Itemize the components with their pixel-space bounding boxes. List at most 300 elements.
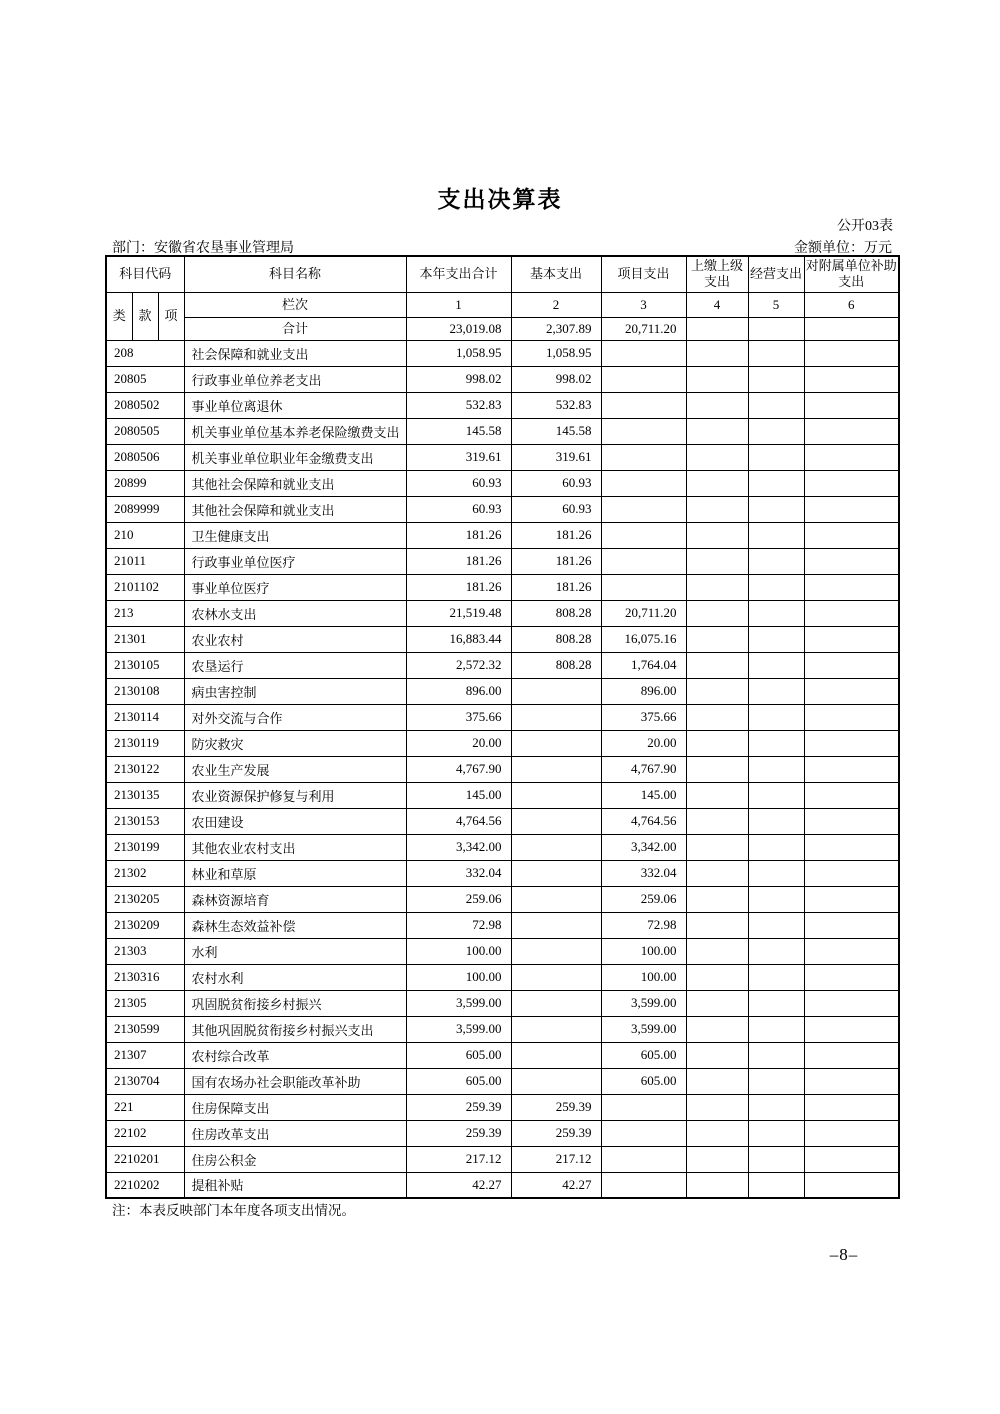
basic-expense-cell: 181.26 — [511, 548, 601, 574]
subject-name-cell: 其他社会保障和就业支出 — [184, 496, 406, 522]
table-row — [106, 496, 899, 522]
project-expense-cell: 145.00 — [601, 782, 686, 808]
subject-name-cell: 机关事业单位职业年金缴费支出 — [184, 444, 406, 470]
affiliated-subsidy-cell — [804, 1120, 899, 1146]
basic-expense-cell: 60.93 — [511, 496, 601, 522]
total-expense-cell: 259.39 — [406, 1120, 511, 1146]
subject-code-cell: 2130122 — [106, 756, 184, 782]
subject-code-cell: 2080506 — [106, 444, 184, 470]
basic-expense-cell: 42.27 — [511, 1172, 601, 1198]
total-expense-cell: 259.06 — [406, 886, 511, 912]
operating-expense-cell — [748, 392, 804, 418]
table-row — [106, 912, 899, 938]
project-expense-cell — [601, 496, 686, 522]
table-row — [106, 418, 899, 444]
grand-total-affiliated-cell — [804, 317, 899, 340]
subject-name-cell: 机关事业单位基本养老保险缴费支出 — [184, 418, 406, 444]
basic-expense-cell: 217.12 — [511, 1146, 601, 1172]
project-expense-cell — [601, 444, 686, 470]
col-header-affiliated-subsidy: 对附属单位补助支出 — [804, 256, 899, 292]
subject-name-cell: 农业生产发展 — [184, 756, 406, 782]
table-row — [106, 678, 899, 704]
superior-expense-cell — [686, 652, 748, 678]
table-row — [106, 886, 899, 912]
subject-code-cell: 2210202 — [106, 1172, 184, 1198]
column-index-row — [106, 292, 899, 317]
subject-code-cell: 21301 — [106, 626, 184, 652]
total-expense-cell: 60.93 — [406, 496, 511, 522]
basic-expense-cell: 808.28 — [511, 652, 601, 678]
superior-expense-cell — [686, 340, 748, 366]
project-expense-cell: 72.98 — [601, 912, 686, 938]
subject-code-cell: 208 — [106, 340, 184, 366]
operating-expense-cell — [748, 756, 804, 782]
total-expense-cell: 998.02 — [406, 366, 511, 392]
total-expense-cell: 181.26 — [406, 574, 511, 600]
subject-name-cell: 农垦运行 — [184, 652, 406, 678]
superior-expense-cell — [686, 730, 748, 756]
subject-code-cell: 2210201 — [106, 1146, 184, 1172]
table-row — [106, 340, 899, 366]
total-expense-cell: 181.26 — [406, 522, 511, 548]
column-number-6: 6 — [804, 292, 899, 317]
project-expense-cell: 3,599.00 — [601, 990, 686, 1016]
affiliated-subsidy-cell — [804, 860, 899, 886]
total-expense-cell: 60.93 — [406, 470, 511, 496]
superior-expense-cell — [686, 834, 748, 860]
grand-total-project-cell: 20,711.20 — [601, 317, 686, 340]
table-row — [106, 756, 899, 782]
table-row — [106, 392, 899, 418]
subject-name-cell: 事业单位离退休 — [184, 392, 406, 418]
basic-expense-cell: 60.93 — [511, 470, 601, 496]
superior-expense-cell — [686, 392, 748, 418]
basic-expense-cell — [511, 1016, 601, 1042]
grand-total-label: 合计 — [184, 317, 406, 340]
basic-expense-cell — [511, 678, 601, 704]
subject-code-cell: 2130153 — [106, 808, 184, 834]
basic-expense-cell: 808.28 — [511, 600, 601, 626]
subject-name-cell: 提租补贴 — [184, 1172, 406, 1198]
total-expense-cell: 2,572.32 — [406, 652, 511, 678]
operating-expense-cell — [748, 548, 804, 574]
superior-expense-cell — [686, 444, 748, 470]
affiliated-subsidy-cell — [804, 1016, 899, 1042]
project-expense-cell: 100.00 — [601, 964, 686, 990]
superior-expense-cell — [686, 626, 748, 652]
total-expense-cell: 532.83 — [406, 392, 511, 418]
basic-expense-cell — [511, 990, 601, 1016]
basic-expense-cell — [511, 938, 601, 964]
subject-name-cell: 住房公积金 — [184, 1146, 406, 1172]
grand-total-superior-cell — [686, 317, 748, 340]
table-row — [106, 574, 899, 600]
column-number-2: 2 — [511, 292, 601, 317]
table-row — [106, 834, 899, 860]
affiliated-subsidy-cell — [804, 782, 899, 808]
subject-code-cell: 21303 — [106, 938, 184, 964]
basic-expense-cell: 181.26 — [511, 522, 601, 548]
basic-expense-cell — [511, 808, 601, 834]
project-expense-cell: 259.06 — [601, 886, 686, 912]
total-expense-cell: 181.26 — [406, 548, 511, 574]
grand-total-basic-cell: 2,307.89 — [511, 317, 601, 340]
table-row — [106, 704, 899, 730]
total-expense-cell: 332.04 — [406, 860, 511, 886]
project-expense-cell: 20.00 — [601, 730, 686, 756]
affiliated-subsidy-cell — [804, 444, 899, 470]
column-number-1: 1 — [406, 292, 511, 317]
project-expense-cell: 375.66 — [601, 704, 686, 730]
table-row — [106, 990, 899, 1016]
table-row — [106, 1120, 899, 1146]
total-expense-cell: 4,767.90 — [406, 756, 511, 782]
affiliated-subsidy-cell — [804, 1068, 899, 1094]
grand-total-expense-cell: 23,019.08 — [406, 317, 511, 340]
subject-code-cell: 2130135 — [106, 782, 184, 808]
total-expense-cell: 3,599.00 — [406, 990, 511, 1016]
total-expense-cell: 3,599.00 — [406, 1016, 511, 1042]
operating-expense-cell — [748, 938, 804, 964]
affiliated-subsidy-cell — [804, 1042, 899, 1068]
total-expense-cell: 375.66 — [406, 704, 511, 730]
table-row — [106, 860, 899, 886]
operating-expense-cell — [748, 912, 804, 938]
affiliated-subsidy-cell — [804, 886, 899, 912]
table-row — [106, 522, 899, 548]
total-expense-cell: 1,058.95 — [406, 340, 511, 366]
project-expense-cell: 100.00 — [601, 938, 686, 964]
subject-code-cell: 2130199 — [106, 834, 184, 860]
table-row — [106, 782, 899, 808]
superior-expense-cell — [686, 1016, 748, 1042]
project-expense-cell — [601, 1146, 686, 1172]
operating-expense-cell — [748, 522, 804, 548]
table-row — [106, 600, 899, 626]
total-expense-cell: 4,764.56 — [406, 808, 511, 834]
operating-expense-cell — [748, 600, 804, 626]
subject-name-cell: 农林水支出 — [184, 600, 406, 626]
basic-expense-cell — [511, 704, 601, 730]
operating-expense-cell — [748, 1016, 804, 1042]
superior-expense-cell — [686, 1120, 748, 1146]
project-expense-cell: 16,075.16 — [601, 626, 686, 652]
operating-expense-cell — [748, 1172, 804, 1198]
subject-name-cell: 其他巩固脱贫衔接乡村振兴支出 — [184, 1016, 406, 1042]
superior-expense-cell — [686, 964, 748, 990]
project-expense-cell: 1,764.04 — [601, 652, 686, 678]
operating-expense-cell — [748, 730, 804, 756]
total-expense-cell: 21,519.48 — [406, 600, 511, 626]
project-expense-cell — [601, 522, 686, 548]
total-expense-cell: 72.98 — [406, 912, 511, 938]
subject-code-cell: 20805 — [106, 366, 184, 392]
superior-expense-cell — [686, 1172, 748, 1198]
operating-expense-cell — [748, 496, 804, 522]
amount-unit-label: 金额单位：万元 — [794, 241, 892, 256]
operating-expense-cell — [748, 1042, 804, 1068]
affiliated-subsidy-cell — [804, 756, 899, 782]
project-expense-cell — [601, 1172, 686, 1198]
subject-code-cell: 221 — [106, 1094, 184, 1120]
superior-expense-cell — [686, 704, 748, 730]
subcol-class: 类 — [106, 292, 132, 340]
affiliated-subsidy-cell — [804, 964, 899, 990]
affiliated-subsidy-cell — [804, 704, 899, 730]
total-expense-cell: 259.39 — [406, 1094, 511, 1120]
affiliated-subsidy-cell — [804, 366, 899, 392]
project-expense-cell — [601, 418, 686, 444]
project-expense-cell: 3,342.00 — [601, 834, 686, 860]
page-title: 支出决算表 — [437, 187, 563, 212]
basic-expense-cell — [511, 912, 601, 938]
subject-name-cell: 防灾救灾 — [184, 730, 406, 756]
basic-expense-cell — [511, 730, 601, 756]
table-row — [106, 470, 899, 496]
subject-code-cell: 210 — [106, 522, 184, 548]
table-row — [106, 808, 899, 834]
table-row — [106, 964, 899, 990]
project-expense-cell — [601, 548, 686, 574]
col-header-subject-code: 科目代码 — [106, 256, 184, 292]
footnote: 注：本表反映部门本年度各项支出情况。 — [112, 1203, 355, 1218]
subject-name-cell: 森林资源培育 — [184, 886, 406, 912]
subject-code-cell: 2080502 — [106, 392, 184, 418]
subject-name-cell: 农田建设 — [184, 808, 406, 834]
subject-code-cell: 2130599 — [106, 1016, 184, 1042]
table-body — [106, 340, 899, 1198]
subject-name-cell: 行政事业单位养老支出 — [184, 366, 406, 392]
superior-expense-cell — [686, 1042, 748, 1068]
table-row — [106, 1094, 899, 1120]
project-expense-cell — [601, 1120, 686, 1146]
operating-expense-cell — [748, 1120, 804, 1146]
subject-code-cell: 20899 — [106, 470, 184, 496]
column-number-3: 3 — [601, 292, 686, 317]
subject-name-cell: 农村综合改革 — [184, 1042, 406, 1068]
affiliated-subsidy-cell — [804, 548, 899, 574]
subject-code-cell: 21307 — [106, 1042, 184, 1068]
subject-code-cell: 2130205 — [106, 886, 184, 912]
basic-expense-cell — [511, 834, 601, 860]
project-expense-cell: 332.04 — [601, 860, 686, 886]
table-row — [106, 730, 899, 756]
project-expense-cell — [601, 470, 686, 496]
affiliated-subsidy-cell — [804, 938, 899, 964]
subject-code-cell: 21302 — [106, 860, 184, 886]
subject-name-cell: 卫生健康支出 — [184, 522, 406, 548]
grand-total-row — [106, 317, 899, 340]
superior-expense-cell — [686, 418, 748, 444]
total-expense-cell: 145.00 — [406, 782, 511, 808]
subject-name-cell: 对外交流与合作 — [184, 704, 406, 730]
col-header-operating-expense: 经营支出 — [748, 256, 804, 292]
affiliated-subsidy-cell — [804, 470, 899, 496]
subject-name-cell: 森林生态效益补偿 — [184, 912, 406, 938]
total-expense-cell: 16,883.44 — [406, 626, 511, 652]
basic-expense-cell: 998.02 — [511, 366, 601, 392]
affiliated-subsidy-cell — [804, 1172, 899, 1198]
superior-expense-cell — [686, 600, 748, 626]
affiliated-subsidy-cell — [804, 1146, 899, 1172]
subject-name-cell: 农业资源保护修复与利用 — [184, 782, 406, 808]
column-index-label: 栏次 — [184, 292, 406, 317]
department-label: 部门：安徽省农垦事业管理局 — [112, 241, 294, 256]
superior-expense-cell — [686, 990, 748, 1016]
basic-expense-cell — [511, 756, 601, 782]
table-row — [106, 1146, 899, 1172]
table-row — [106, 1172, 899, 1198]
operating-expense-cell — [748, 366, 804, 392]
affiliated-subsidy-cell — [804, 496, 899, 522]
basic-expense-cell: 532.83 — [511, 392, 601, 418]
affiliated-subsidy-cell — [804, 808, 899, 834]
total-expense-cell: 3,342.00 — [406, 834, 511, 860]
operating-expense-cell — [748, 1146, 804, 1172]
subcol-item: 项 — [158, 292, 184, 340]
subject-code-cell: 2130316 — [106, 964, 184, 990]
total-expense-cell: 42.27 — [406, 1172, 511, 1198]
superior-expense-cell — [686, 574, 748, 600]
project-expense-cell: 605.00 — [601, 1068, 686, 1094]
operating-expense-cell — [748, 808, 804, 834]
subcol-section: 款 — [132, 292, 158, 340]
project-expense-cell — [601, 574, 686, 600]
header-row — [106, 256, 899, 292]
subject-name-cell: 林业和草原 — [184, 860, 406, 886]
grand-total-operating-cell — [748, 317, 804, 340]
subject-name-cell: 巩固脱贫衔接乡村振兴 — [184, 990, 406, 1016]
total-expense-cell: 605.00 — [406, 1068, 511, 1094]
subject-code-cell: 2130119 — [106, 730, 184, 756]
project-expense-cell: 3,599.00 — [601, 1016, 686, 1042]
operating-expense-cell — [748, 782, 804, 808]
affiliated-subsidy-cell — [804, 1094, 899, 1120]
project-expense-cell — [601, 366, 686, 392]
affiliated-subsidy-cell — [804, 626, 899, 652]
basic-expense-cell — [511, 860, 601, 886]
superior-expense-cell — [686, 366, 748, 392]
subject-name-cell: 事业单位医疗 — [184, 574, 406, 600]
project-expense-cell — [601, 1094, 686, 1120]
superior-expense-cell — [686, 1094, 748, 1120]
total-expense-cell: 605.00 — [406, 1042, 511, 1068]
operating-expense-cell — [748, 574, 804, 600]
subject-name-cell: 农村水利 — [184, 964, 406, 990]
basic-expense-cell: 259.39 — [511, 1120, 601, 1146]
subject-code-cell: 2130209 — [106, 912, 184, 938]
total-expense-cell: 217.12 — [406, 1146, 511, 1172]
subject-name-cell: 农业农村 — [184, 626, 406, 652]
affiliated-subsidy-cell — [804, 990, 899, 1016]
superior-expense-cell — [686, 886, 748, 912]
basic-expense-cell — [511, 1042, 601, 1068]
table-row — [106, 1068, 899, 1094]
col-header-superior-expense: 上缴上级支出 — [686, 256, 748, 292]
table-row — [106, 1016, 899, 1042]
superior-expense-cell — [686, 548, 748, 574]
subject-code-cell: 22102 — [106, 1120, 184, 1146]
operating-expense-cell — [748, 704, 804, 730]
basic-expense-cell — [511, 1068, 601, 1094]
affiliated-subsidy-cell — [804, 574, 899, 600]
project-expense-cell: 20,711.20 — [601, 600, 686, 626]
total-expense-cell: 100.00 — [406, 964, 511, 990]
basic-expense-cell: 181.26 — [511, 574, 601, 600]
subject-code-cell: 2130108 — [106, 678, 184, 704]
operating-expense-cell — [748, 652, 804, 678]
total-expense-cell: 20.00 — [406, 730, 511, 756]
basic-expense-cell: 808.28 — [511, 626, 601, 652]
operating-expense-cell — [748, 626, 804, 652]
superior-expense-cell — [686, 912, 748, 938]
subject-name-cell: 社会保障和就业支出 — [184, 340, 406, 366]
operating-expense-cell — [748, 418, 804, 444]
operating-expense-cell — [748, 990, 804, 1016]
subject-code-cell: 2101102 — [106, 574, 184, 600]
superior-expense-cell — [686, 522, 748, 548]
subject-name-cell: 其他社会保障和就业支出 — [184, 470, 406, 496]
subject-name-cell: 国有农场办社会职能改革补助 — [184, 1068, 406, 1094]
affiliated-subsidy-cell — [804, 678, 899, 704]
table-row — [106, 938, 899, 964]
operating-expense-cell — [748, 860, 804, 886]
subject-name-cell: 住房改革支出 — [184, 1120, 406, 1146]
subject-code-cell: 2089999 — [106, 496, 184, 522]
col-header-basic-expense: 基本支出 — [511, 256, 601, 292]
total-expense-cell: 896.00 — [406, 678, 511, 704]
subject-code-cell: 21305 — [106, 990, 184, 1016]
col-header-project-expense: 项目支出 — [601, 256, 686, 292]
operating-expense-cell — [748, 470, 804, 496]
form-number-label: 公开03表 — [837, 219, 893, 234]
superior-expense-cell — [686, 756, 748, 782]
affiliated-subsidy-cell — [804, 392, 899, 418]
subject-code-cell: 2080505 — [106, 418, 184, 444]
operating-expense-cell — [748, 444, 804, 470]
page-number: –8– — [829, 1245, 859, 1264]
project-expense-cell: 4,767.90 — [601, 756, 686, 782]
subject-name-cell: 住房保障支出 — [184, 1094, 406, 1120]
table-row — [106, 444, 899, 470]
affiliated-subsidy-cell — [804, 522, 899, 548]
superior-expense-cell — [686, 1068, 748, 1094]
table-row — [106, 652, 899, 678]
superior-expense-cell — [686, 496, 748, 522]
operating-expense-cell — [748, 964, 804, 990]
basic-expense-cell — [511, 782, 601, 808]
expenditure-table — [105, 255, 900, 1199]
basic-expense-cell: 145.58 — [511, 418, 601, 444]
superior-expense-cell — [686, 782, 748, 808]
column-number-5: 5 — [748, 292, 804, 317]
superior-expense-cell — [686, 470, 748, 496]
project-expense-cell: 4,764.56 — [601, 808, 686, 834]
table-row — [106, 366, 899, 392]
affiliated-subsidy-cell — [804, 834, 899, 860]
subject-code-cell: 2130704 — [106, 1068, 184, 1094]
basic-expense-cell: 259.39 — [511, 1094, 601, 1120]
col-header-subject-name: 科目名称 — [184, 256, 406, 292]
table-row — [106, 626, 899, 652]
affiliated-subsidy-cell — [804, 600, 899, 626]
superior-expense-cell — [686, 808, 748, 834]
affiliated-subsidy-cell — [804, 340, 899, 366]
subject-code-cell: 2130114 — [106, 704, 184, 730]
table-row — [106, 1042, 899, 1068]
basic-expense-cell: 1,058.95 — [511, 340, 601, 366]
column-number-4: 4 — [686, 292, 748, 317]
